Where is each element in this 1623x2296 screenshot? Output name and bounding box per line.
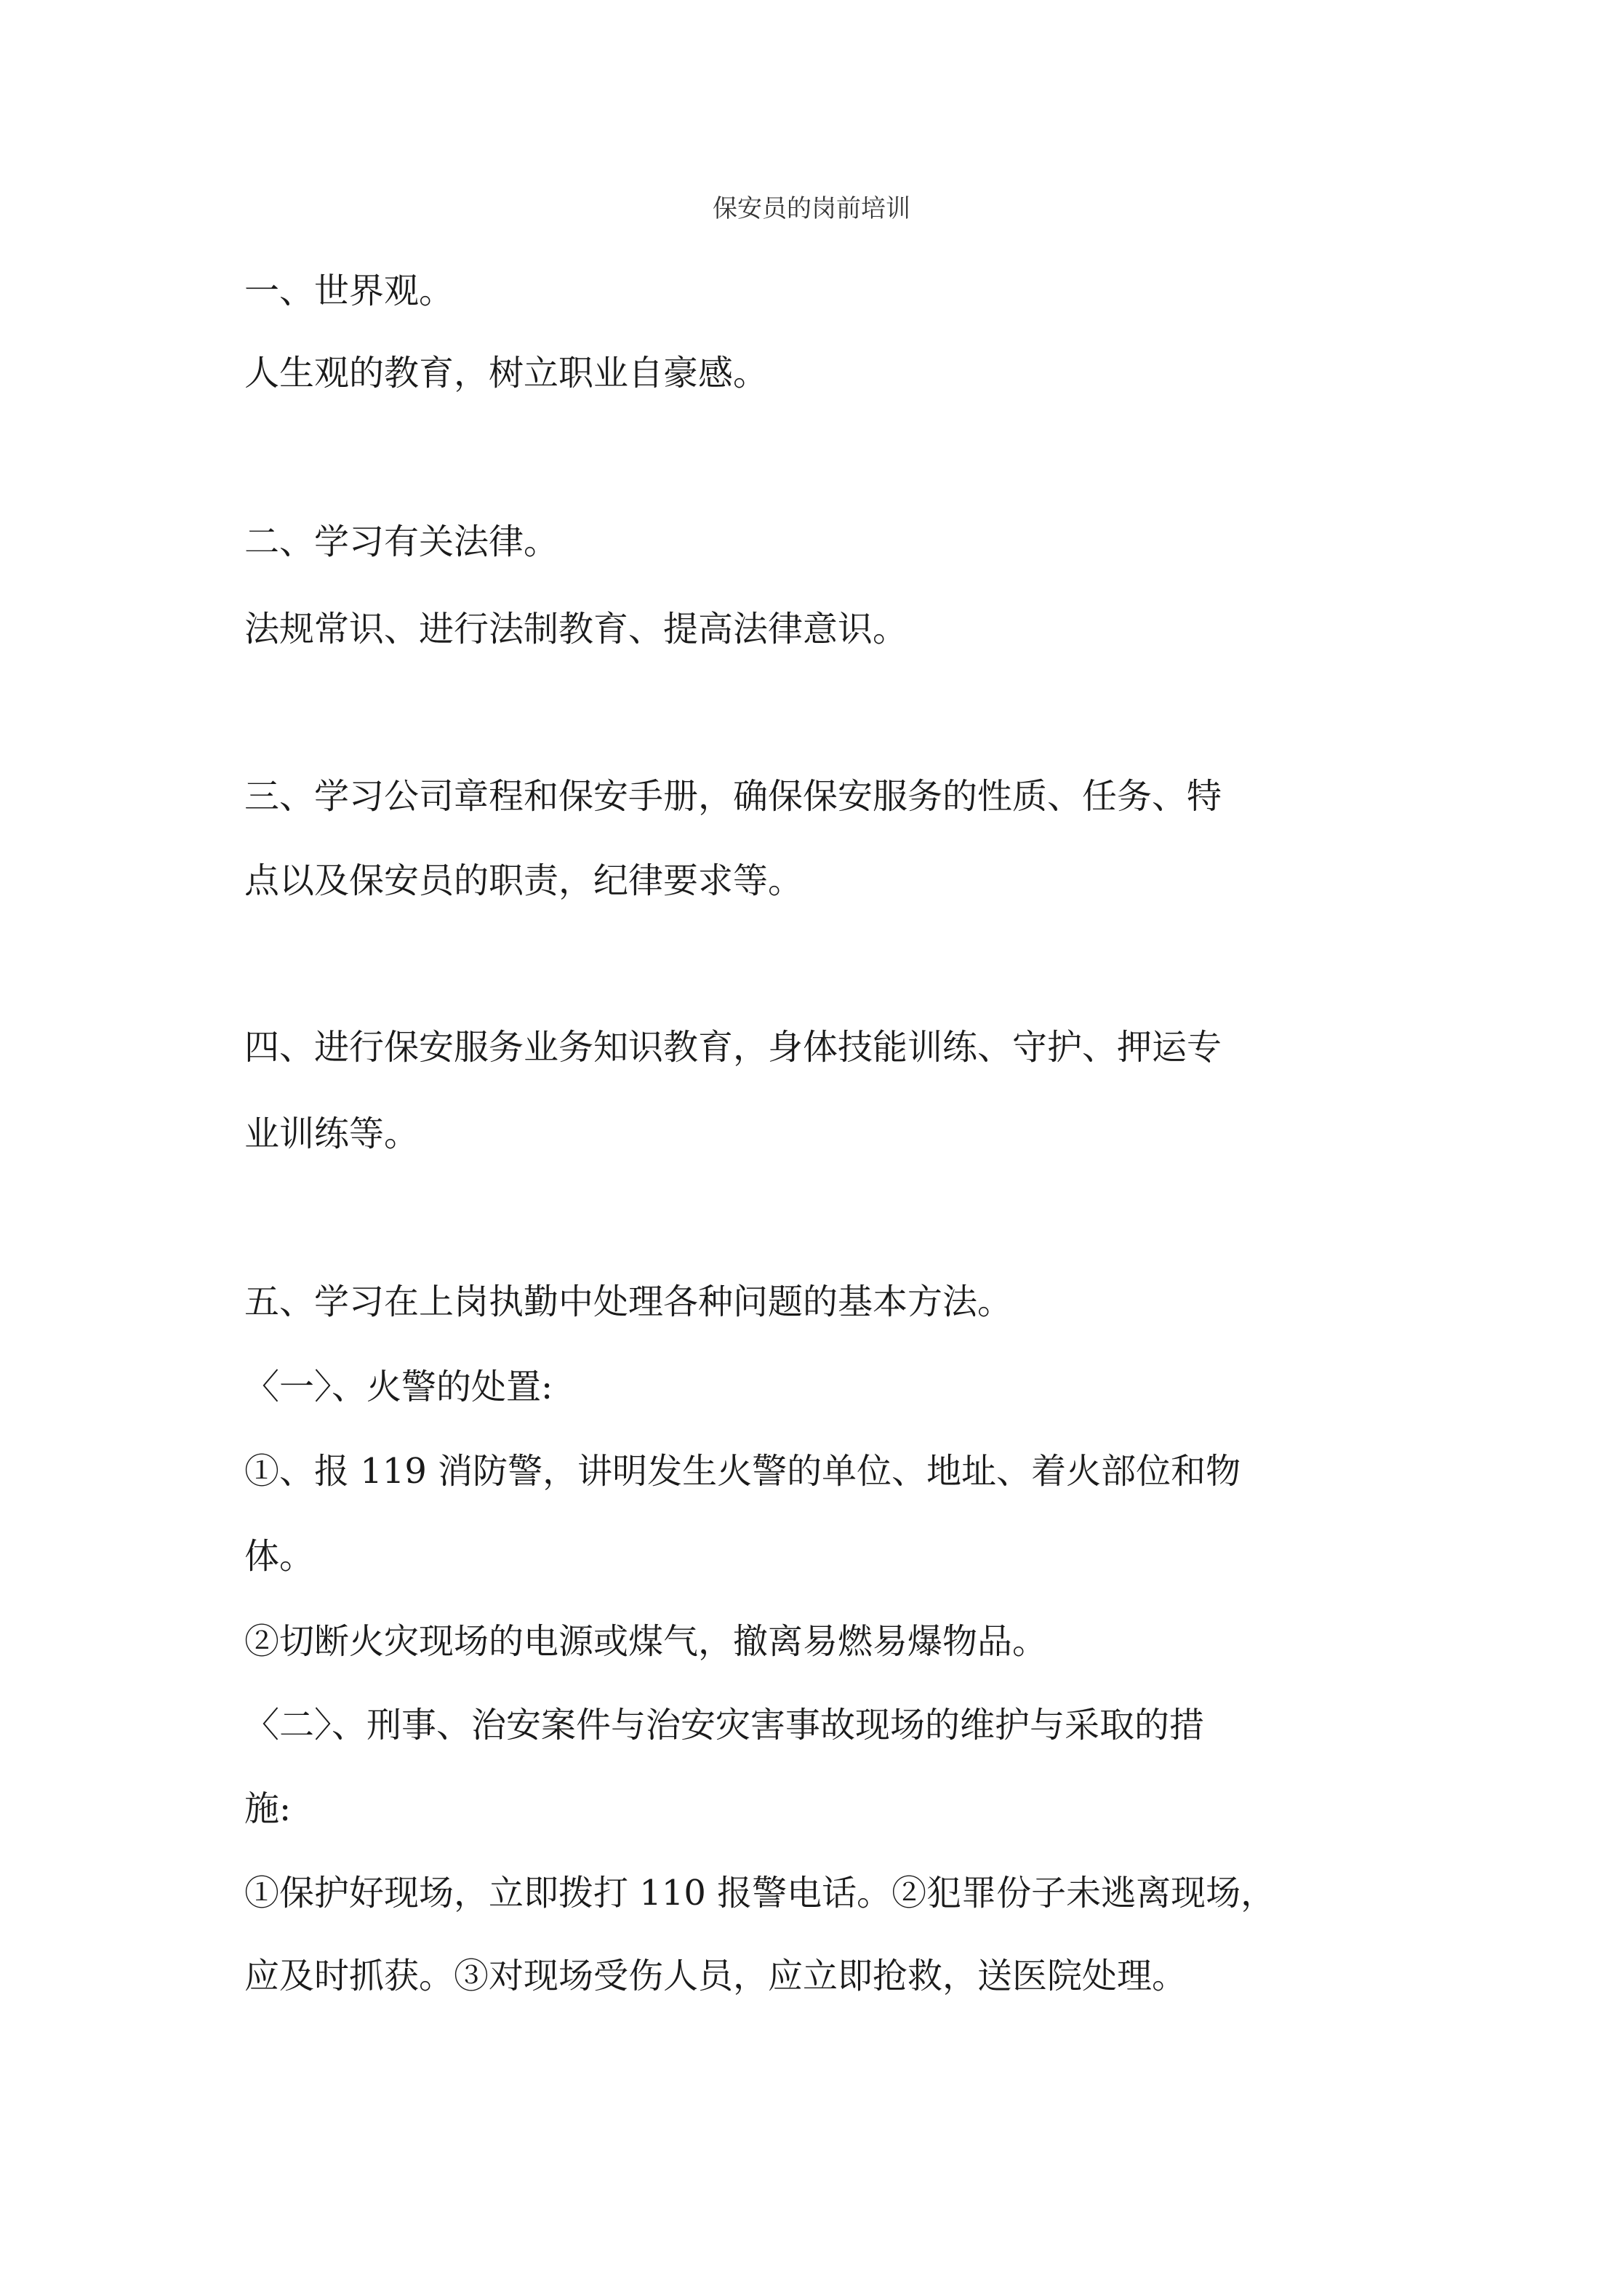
subsection-crime-heading-line-1: 〈二〉、刑事、治安案件与治安灾害事故现场的维护与采取的措 (244, 1705, 1205, 1745)
section-3-line-1: 三、学习公司章程和保安手册，确保保安服务的性质、任务、特 (244, 776, 1222, 817)
fire-step-1-line-2: 体。 (244, 1536, 315, 1577)
section-4-line-1: 四、进行保安服务业务知识教育，身体技能训练、守护、押运专 (244, 1027, 1222, 1068)
crime-steps-line-2: 应及时抓获。③对现场受伤人员，应立即抢救，送医院处理。 (244, 1956, 1187, 1996)
section-1-body: 人生观的教育，树立职业自豪感。 (244, 353, 769, 393)
section-2-heading: 二、学习有关法律。 (244, 521, 559, 562)
crime-steps-line-1: ①保护好现场，立即拨打 110 报警电话。②犯罪份子未逃离现场， (244, 1873, 1276, 1913)
section-1-heading: 一、世界观。 (244, 271, 454, 311)
fire-step-1-line-1: ①、报 119 消防警，讲明发生火警的单位、地址、着火部位和物 (244, 1451, 1241, 1492)
section-5-heading: 五、学习在上岗执勤中处理各种问题的基本方法。 (244, 1281, 1013, 1322)
section-3-line-2: 点以及保安员的职责，纪律要求等。 (244, 860, 804, 901)
subsection-fire-heading: 〈一〉、火警的处置: (244, 1367, 553, 1407)
document-title: 保安员的岗前培训 (713, 194, 910, 223)
section-2-body: 法规常识、进行法制教育、提高法律意识。 (244, 609, 908, 649)
fire-step-2: ②切断火灾现场的电源或煤气，撤离易燃易爆物品。 (244, 1621, 1048, 1662)
section-4-line-2: 业训练等。 (244, 1113, 420, 1154)
subsection-crime-heading-line-2: 施: (244, 1788, 292, 1829)
